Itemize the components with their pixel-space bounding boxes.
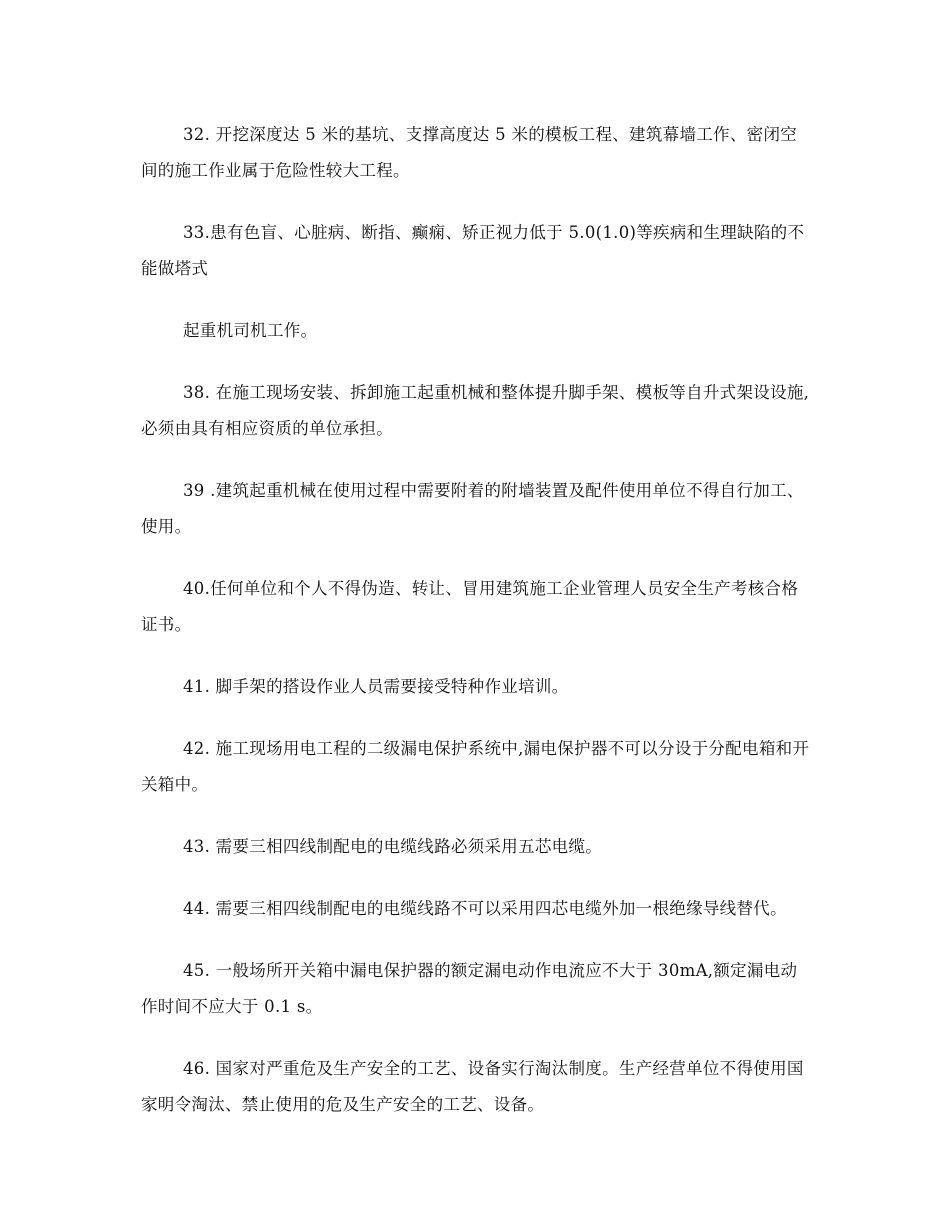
paragraph-item-41: 41. 脚手架的搭设作业人员需要接受特种作业培训。 (183, 677, 569, 696)
paragraph-item-32: 32. 开挖深度达 5 米的基坑、支撑高度达 5 米的模板工程、建筑幕墙工作、密闭空间的施工作业属于危险性较大工程。 (141, 125, 798, 180)
paragraph-item-46: 46. 国家对严重危及生产安全的工艺、设备实行淘汰制度。生产经营单位不得使用国家明令淘汰、禁止使用的危及生产安全的工艺、设备。 (141, 1059, 804, 1114)
document-body (141, 117, 813, 1149)
paragraph-item-38: 38. 在施工现场安装、拆卸施工起重机械和整体提升脚手架、模板等自升式架设设施,必须由具有相应资质的单位承担。 (141, 383, 810, 438)
paragraph-item-44: 44. 需要三相四线制配电的电缆线路不可以采用四芯电缆外加一根绝缘导线替代。 (183, 899, 787, 918)
paragraph-item-33-continued: 起重机司机工作。 (183, 321, 318, 340)
paragraph-item-39: 39 .建筑起重机械在使用过程中需要附着的附墙装置及配件使用单位不得自行加工、使用。 (141, 481, 804, 536)
paragraph-item-45: 45. 一般场所开关箱中漏电保护器的额定漏电动作电流应不大于 30mA,额定漏电动作时间不应大于 0.1 s。 (141, 961, 798, 1016)
paragraph-item-43: 43. 需要三相四线制配电的电缆线路必须采用五芯电缆。 (183, 837, 603, 856)
paragraph-item-42: 42. 施工现场用电工程的二级漏电保护系统中,漏电保护器不可以分设于分配电箱和开关箱中。 (141, 739, 810, 794)
paragraph-item-40: 40.任何单位和个人不得伪造、转让、冒用建筑施工企业管理人员安全生产考核合格证书。 (141, 579, 799, 634)
paragraph-item-33: 33.患有色盲、心脏病、断指、癫痫、矫正视力低于 5.0(1.0)等疾病和生理缺陷的不能做塔式 (141, 223, 805, 278)
